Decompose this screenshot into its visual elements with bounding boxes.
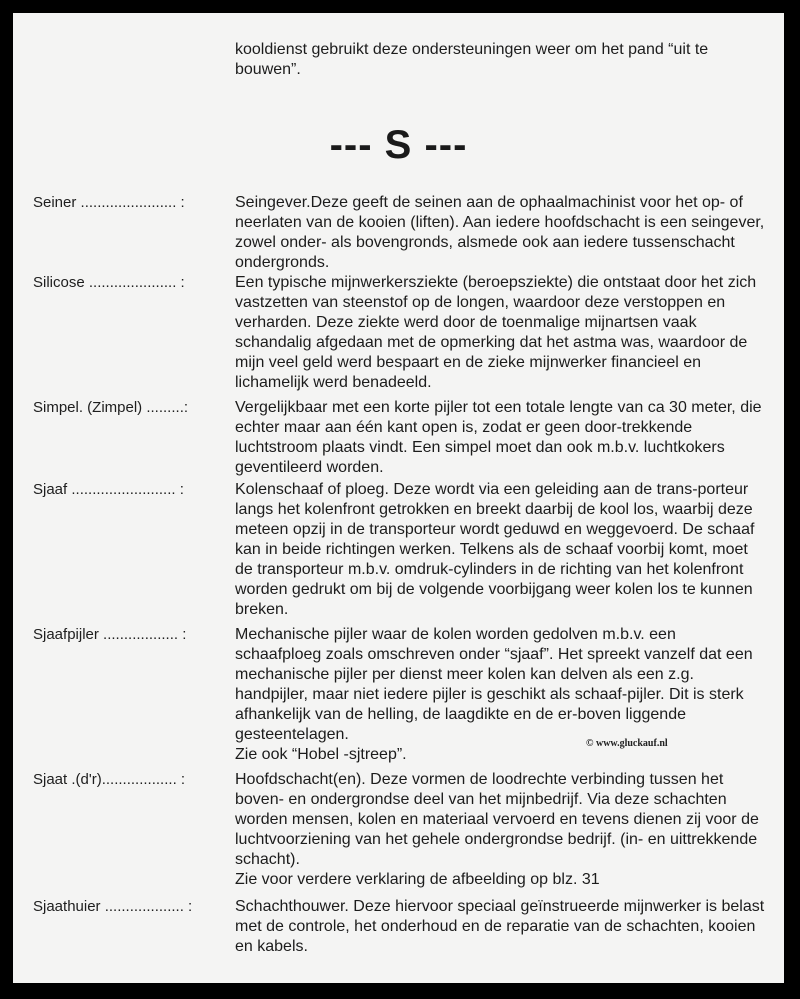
entry-term: Sjaathuier ................... : — [33, 898, 193, 915]
entry-term: Silicose ..................... : — [33, 274, 185, 291]
entry-term: Simpel. (Zimpel) .........: — [33, 399, 189, 416]
copyright-watermark: © www.gluckauf.nl — [586, 738, 668, 749]
entry-definition — [235, 625, 765, 765]
definition-text: Kolenschaaf of ploeg. Deze wordt via een geleiding aan de trans-porteur langs het kolenfront getrokken en breekt daarbij de kool los, waarbij deze meteen opzij in de transporteur wordt geduwd en weggevoerd. De schaaf kan in beide richtingen werken. Telkens als de schaaf voorbij komt, moet de transporteur m.b.v. omdruk-cylinders in de richting van het kolenfront worden gedrukt om bij de volgende voorbijgang weer kolen los te kunnen breken. — [235, 481, 755, 618]
definition-text: Schachthouwer. Deze hiervoor speciaal geïnstrueerde mijnwerker is belast met de controle, het onderhoud en de reparatie van de schachten, kooien en kabels. — [235, 898, 765, 955]
see-also-text: Zie ook “Hobel -sjtreep”. — [235, 746, 407, 763]
intro-paragraph: kooldienst gebruikt deze ondersteuningen weer om het pand “uit te bouwen”. — [235, 41, 709, 78]
see-also-text: Zie voor verdere verklaring de afbeelding op blz. 31 — [235, 871, 600, 888]
entry-definition — [235, 398, 765, 478]
letter-heading: --- S --- — [329, 123, 468, 167]
entry-definition — [235, 480, 765, 620]
entry-term: Seiner ....................... : — [33, 194, 185, 211]
entry-definition — [235, 273, 765, 393]
definition-text: Een typische mijnwerkersziekte (beroepsziekte) die ontstaat door het zich vastzetten van steenstof op de longen, waardoor deze verstoppen en verharden. Deze ziekte werd door de toenmalige mijnartsen vaak schandalig afgedaan met de opmerking dat het astma was, waardoor de mijn veel geld werd bespaart en de zieke mijnwerker financieel en lichamelijk werd benadeeld. — [235, 274, 757, 391]
definition-text: Hoofdschacht(en). Deze vormen de loodrechte verbinding tussen het boven- en ondergrondse deel van het mijnbedrijf. Via deze schachten worden mensen, kolen en materiaal vervoerd en tevens dienen zij voor de luchtvoorziening van het gehele ondergrondse bedrijf. (in- en uittrekkende schacht). — [235, 771, 759, 868]
entry-definition — [235, 193, 765, 273]
entry-definition — [235, 770, 765, 890]
document-page — [13, 13, 784, 983]
definition-text: Vergelijkbaar met een korte pijler tot een totale lengte van ca 30 meter, die echter maar aan één kant open is, zodat er geen door-trekkende luchtstroom plaats vindt. Een simpel moet dan ook m.b.v. luchtkokers geventileerd worden. — [235, 399, 762, 476]
entry-term: Sjaafpijler .................. : — [33, 626, 187, 643]
definition-text: Mechanische pijler waar de kolen worden gedolven m.b.v. een schaafploeg zoals omschreven onder “sjaaf”. Het spreekt vanzelf dat een mechanische pijler per dienst meer kolen kan delven als een z.g. handpijler, maar niet iedere pijler is geschikt als schaaf-pijler. Dit is sterk afhankelijk van de helling, de laagdikte en de er-boven liggende gesteentelagen. — [235, 626, 753, 743]
definition-text: Seingever.Deze geeft de seinen aan de ophaalmachinist voor het op- of neerlaten van de kooien (liften). Aan iedere hoofdschacht is een seingever, zowel onder- als bovengronds, alsmede ook aan iedere tussenschacht ondergronds. — [235, 194, 765, 271]
entry-definition — [235, 897, 765, 957]
entry-term: Sjaat .(d'r).................. : — [33, 771, 186, 788]
entry-term: Sjaaf ......................... : — [33, 481, 184, 498]
